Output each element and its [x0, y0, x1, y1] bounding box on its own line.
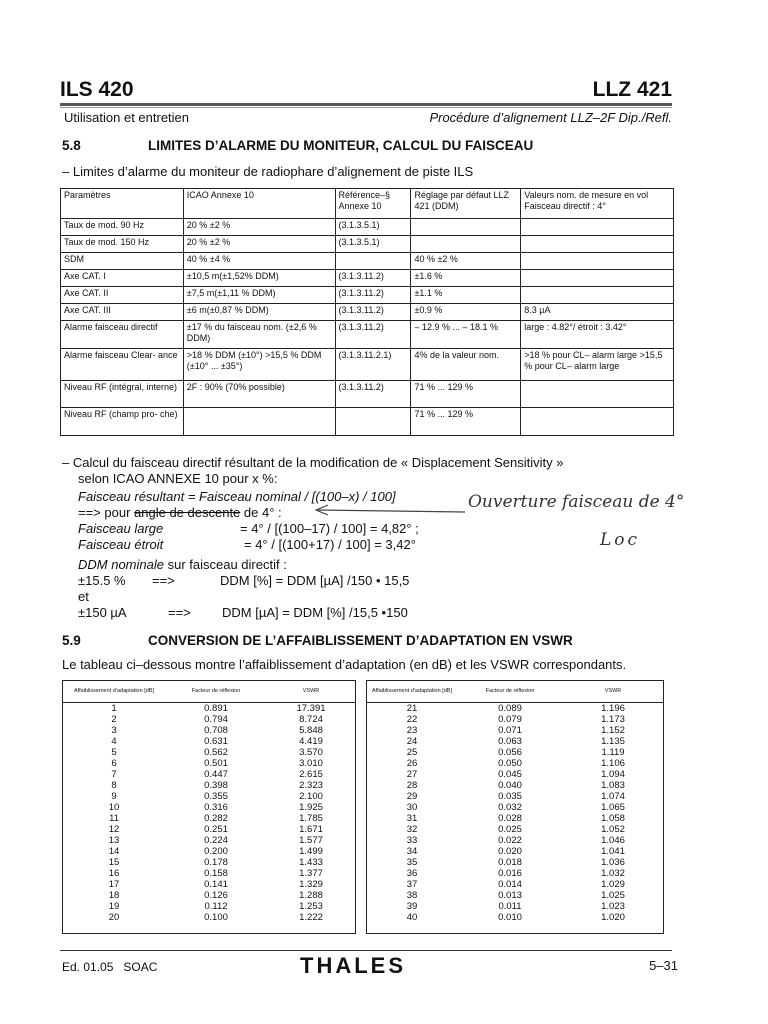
table-cell: 6	[111, 758, 117, 769]
column-header: Affaiblissement d’adaptation [dB]	[367, 680, 457, 703]
section-number: 5.8	[62, 138, 81, 153]
table-cell: 0.013	[498, 890, 522, 901]
section-title: CONVERSION DE L’AFFAIBLISSEMENT D’ADAPTATION EN VSWR	[148, 633, 573, 648]
table-row	[367, 901, 663, 912]
edition-text: Ed. 01.05	[62, 960, 114, 974]
column-header: Réglage par défaut LLZ 421 (DDM)	[411, 189, 521, 219]
table-row	[63, 780, 355, 791]
table-cell	[521, 287, 674, 304]
table-row	[63, 769, 355, 780]
footer-edition	[62, 960, 157, 974]
label-large-beam: Faisceau large	[78, 521, 164, 536]
table-cell: ±17 % du faisceau nom. (±2,6 % DDM)	[183, 321, 335, 349]
table-row	[63, 791, 355, 802]
table-cell: 40	[406, 912, 418, 923]
table-cell: 0.045	[498, 769, 522, 780]
table-row	[63, 868, 355, 879]
table-cell: 0.178	[204, 857, 228, 868]
table-cell: 1.074	[601, 791, 625, 802]
table-cell: 40 % ±2 %	[411, 253, 521, 270]
table-row	[367, 835, 663, 846]
table-header-row	[63, 680, 355, 703]
table-cell: 18	[108, 890, 120, 901]
table-cell	[521, 381, 674, 408]
table-cell: 17.391	[296, 703, 326, 714]
table-cell: 22	[406, 714, 418, 725]
table-cell: 0.501	[204, 758, 228, 769]
table-cell: 3	[111, 725, 117, 736]
table-cell: 1.329	[299, 879, 323, 890]
table-cell: 0.056	[498, 747, 522, 758]
table-cell: Taux de mod. 150 Hz	[61, 236, 184, 253]
table-header-row	[61, 189, 674, 219]
table-cell: 0.014	[498, 879, 522, 890]
table-row	[63, 758, 355, 769]
column-header: Paramètres	[61, 189, 184, 219]
descent-value: de 4° :	[243, 505, 282, 520]
handwritten-arrow	[310, 500, 470, 520]
table-cell: 0.224	[204, 835, 228, 846]
procedure-title: Procédure d’alignement LLZ–2F Dip./Refl.	[429, 110, 672, 125]
table-row	[367, 824, 663, 835]
table-cell: 1.025	[601, 890, 625, 901]
table-cell: 0.022	[498, 835, 522, 846]
table-cell: 5.848	[299, 725, 323, 736]
table-cell: Niveau RF (champ pro- che)	[61, 408, 184, 436]
table-row	[61, 253, 674, 270]
table-cell: 30	[406, 802, 418, 813]
table-row	[367, 747, 663, 758]
and-text: et	[78, 589, 89, 604]
table-cell: 11	[109, 813, 119, 824]
table-cell: 1.377	[299, 868, 323, 879]
table-cell: 0.708	[204, 725, 228, 736]
table-cell: ±10,5 m(±1,52% DDM)	[183, 270, 335, 287]
table-cell: Axe CAT. III	[61, 304, 184, 321]
table-cell: ±1.1 %	[411, 287, 521, 304]
calc-intro-2: selon ICAO ANNEXE 10 pour x %:	[78, 471, 278, 486]
header-rule	[60, 103, 672, 106]
table-cell: Alarme faisceau directif	[61, 321, 184, 349]
table-cell: ±7,5 m(±1,11 % DDM)	[183, 287, 335, 304]
table-cell: 16	[108, 868, 120, 879]
table-cell: 1.173	[601, 714, 625, 725]
table-cell: 0.112	[204, 901, 228, 912]
table-cell: 0.100	[204, 912, 228, 923]
ddm-nominal-line	[78, 557, 287, 572]
handwritten-note-loc: Loc	[600, 530, 641, 550]
table-row	[61, 349, 674, 381]
table-row	[63, 725, 355, 736]
table-cell: 71 % ... 129 %	[411, 408, 521, 436]
table-cell: Axe CAT. I	[61, 270, 184, 287]
table-cell: 2F : 90% (70% possible)	[183, 381, 335, 408]
table-cell: 1.253	[299, 901, 323, 912]
table-cell: 71 % ... 129 %	[411, 381, 521, 408]
table-row	[367, 736, 663, 747]
table-cell: – 12.9 % ... – 18.1 %	[411, 321, 521, 349]
column-header: VSWR	[267, 680, 355, 703]
handwritten-note: Ouverture faisceau de 4°	[468, 492, 685, 512]
table-cell: 1.032	[601, 868, 625, 879]
table-cell: (3.1.3.11.2)	[335, 270, 411, 287]
table-cell: 0.282	[204, 813, 228, 824]
table-cell	[521, 408, 674, 436]
page-number: 5–31	[649, 958, 678, 973]
table-cell: 0.010	[498, 912, 522, 923]
table-cell	[521, 219, 674, 236]
table-cell: 0.200	[204, 846, 228, 857]
table-cell: (3.1.3.5.1)	[335, 219, 411, 236]
table-cell: 1	[111, 703, 117, 714]
table-cell: (3.1.3.5.1)	[335, 236, 411, 253]
table-cell: >18 % pour CL– alarm large >15,5 % pour CL– alarm large	[521, 349, 674, 381]
table-cell: 23	[406, 725, 418, 736]
table-cell: 17	[108, 879, 120, 890]
table-cell: ±1.6 %	[411, 270, 521, 287]
table-cell: 3.010	[299, 758, 323, 769]
table-cell: 21	[406, 703, 418, 714]
table-cell: 0.891	[204, 703, 228, 714]
table-cell: (3.1.3.11.2)	[335, 321, 411, 349]
formula-ddm-percent: DDM [%] = DDM [µA] /150 • 15,5	[220, 573, 410, 588]
table-cell: 0.040	[498, 780, 522, 791]
table-cell: 1.433	[299, 857, 323, 868]
table-cell: 1.020	[601, 912, 625, 923]
section-intro: – Limites d’alarme du moniteur de radiophare d’alignement de piste ILS	[62, 164, 474, 179]
table-cell: 25	[406, 747, 418, 758]
table-cell: 1.046	[601, 835, 625, 846]
table-cell: 0.071	[498, 725, 522, 736]
table-cell: 1.577	[299, 835, 323, 846]
monitor-limits-table	[60, 188, 674, 436]
table-row	[63, 714, 355, 725]
table-cell: 0.028	[498, 813, 522, 824]
table-row	[63, 879, 355, 890]
table-row	[63, 824, 355, 835]
table-row	[63, 802, 355, 813]
table-row	[367, 802, 663, 813]
table-cell: 0.562	[204, 747, 228, 758]
table-cell: 4.419	[299, 736, 323, 747]
table-row	[61, 236, 674, 253]
table-cell: 1.196	[601, 703, 625, 714]
document-subtitle: Utilisation et entretien	[64, 110, 190, 125]
table-cell	[521, 236, 674, 253]
label-narrow-beam: Faisceau étroit	[78, 537, 164, 552]
table-row	[367, 879, 663, 890]
table-cell: 39	[406, 901, 418, 912]
struck-text: angle de descente	[134, 505, 241, 520]
table-row	[61, 287, 674, 304]
section-title: LIMITES D’ALARME DU MONITEUR, CALCUL DU FAISCEAU	[148, 138, 534, 153]
table-cell: (3.1.3.11.2)	[335, 381, 411, 408]
vswr-table-right	[367, 680, 663, 923]
table-cell: 0.794	[204, 714, 228, 725]
ddm-nominal-text: sur faisceau directif :	[167, 557, 287, 572]
table-cell: 36	[406, 868, 418, 879]
table-cell: 0.398	[204, 780, 228, 791]
table-cell: 12	[108, 824, 120, 835]
table-cell: 0.631	[204, 736, 228, 747]
table-cell: 1.058	[601, 813, 625, 824]
table-cell: >18 % DDM (±10°) >15,5 % DDM (±10° ... ±35°)	[183, 349, 335, 381]
table-row	[63, 857, 355, 868]
table-cell	[411, 219, 521, 236]
table-row	[61, 408, 674, 436]
table-cell: 0.316	[204, 802, 228, 813]
formula-resultant: Faisceau résultant = Faisceau nominal / [(100–x) / 100]	[78, 489, 396, 504]
table-cell: 9	[111, 791, 117, 802]
table-row	[63, 846, 355, 857]
footer-rule	[60, 950, 672, 951]
section-number: 5.9	[62, 633, 81, 648]
table-cell	[521, 270, 674, 287]
implies-arrow: ==>	[168, 605, 191, 620]
table-cell: 20	[108, 912, 120, 923]
formula-ddm-ua: DDM [µA] = DDM [%] /15,5 •150	[222, 605, 408, 620]
table-cell: 37	[406, 879, 418, 890]
table-cell: 2.100	[299, 791, 323, 802]
table-cell: Axe CAT. II	[61, 287, 184, 304]
table-row	[61, 270, 674, 287]
table-row	[367, 703, 663, 715]
table-cell	[335, 253, 411, 270]
table-cell: (3.1.3.11.2)	[335, 287, 411, 304]
table-cell: 0.018	[498, 857, 522, 868]
table-cell: 8.724	[299, 714, 323, 725]
table-row	[367, 758, 663, 769]
ddm-ua-value: ±150 µA	[78, 605, 127, 620]
table-cell: ±0.9 %	[411, 304, 521, 321]
table-cell	[521, 253, 674, 270]
table-cell: 24	[406, 736, 418, 747]
table-row	[63, 912, 355, 923]
table-cell	[335, 408, 411, 436]
table-row	[63, 901, 355, 912]
formula-descent	[78, 505, 282, 520]
column-header: Facteur de réflexion	[457, 680, 563, 703]
table-cell: 3.570	[299, 747, 323, 758]
table-cell	[183, 408, 335, 436]
table-cell: 1.106	[601, 758, 625, 769]
table-cell: Niveau RF (intégral, interne)	[61, 381, 184, 408]
table-cell: (3.1.3.11.2)	[335, 304, 411, 321]
table-cell: 0.063	[498, 736, 522, 747]
formula-narrow-beam: = 4° / [(100+17) / 100] = 3,42°	[244, 537, 416, 552]
table-cell: 34	[406, 846, 418, 857]
table-row	[61, 219, 674, 236]
table-cell: 1.135	[601, 736, 625, 747]
table-cell: 38	[406, 890, 418, 901]
table-cell: Alarme faisceau Clear- ance	[61, 349, 184, 381]
calc-intro: – Calcul du faisceau directif résultant de la modification de « Displacement Sensitivity »	[62, 455, 564, 470]
implies-arrow: ==>	[152, 573, 175, 588]
table-cell: 19	[108, 901, 120, 912]
formula-large-beam: = 4° / [(100–17) / 100] = 4,82° ;	[240, 521, 419, 536]
table-cell: 1.222	[299, 912, 323, 923]
table-cell: 32	[406, 824, 418, 835]
table-cell: 1.023	[601, 901, 625, 912]
table-row	[61, 321, 674, 349]
table-cell: 4% de la valeur nom.	[411, 349, 521, 381]
column-header: Valeurs nom. de mesure en vol Faisceau directif : 4°	[521, 189, 674, 219]
table-cell: 8.3 µA	[521, 304, 674, 321]
table-cell: 1.094	[601, 769, 625, 780]
ddm-nominal-label: DDM nominale	[78, 557, 164, 572]
arrow-text: ==> pour	[78, 505, 131, 520]
table-cell: 7	[111, 769, 117, 780]
table-row	[367, 890, 663, 901]
table-cell: 1.785	[299, 813, 323, 824]
table-row	[367, 780, 663, 791]
table-cell: 1.499	[299, 846, 323, 857]
table-row	[61, 304, 674, 321]
table-cell: 1.288	[299, 890, 323, 901]
table-cell: 1.065	[601, 802, 625, 813]
document-product: ILS 420	[60, 78, 134, 101]
table-cell: 0.032	[498, 802, 522, 813]
table-cell: 0.035	[498, 791, 522, 802]
table-cell: (3.1.3.11.2.1)	[335, 349, 411, 381]
table-cell: 5	[111, 747, 117, 758]
table-cell: 2.615	[299, 769, 323, 780]
table-cell: 0.447	[204, 769, 228, 780]
table-row	[63, 813, 355, 824]
table-cell: 2	[111, 714, 117, 725]
table-header-row	[367, 680, 663, 703]
table-cell: 1.152	[601, 725, 625, 736]
column-header: Affaiblissement d’adaptation [dB]	[63, 680, 165, 703]
ddm-percent-value: ±15.5 %	[78, 573, 126, 588]
table-row	[63, 736, 355, 747]
section-intro: Le tableau ci–dessous montre l’affaiblissement d’adaptation (en dB) et les VSWR correspondants.	[62, 657, 627, 672]
table-cell: 31	[406, 813, 418, 824]
table-row	[367, 857, 663, 868]
table-cell: Taux de mod. 90 Hz	[61, 219, 184, 236]
column-header: Facteur de réflexion	[165, 680, 267, 703]
table-cell: 0.016	[498, 868, 522, 879]
table-cell: 1.119	[601, 747, 625, 758]
thales-logo: THALES	[300, 953, 406, 978]
header-rule-thin	[60, 107, 672, 108]
table-cell: 33	[406, 835, 418, 846]
table-cell: 1.925	[299, 802, 323, 813]
column-header: ICAO Annexe 10	[183, 189, 335, 219]
table-row	[63, 747, 355, 758]
table-cell: 0.089	[498, 703, 522, 714]
table-cell: 1.029	[601, 879, 625, 890]
table-cell: 0.126	[204, 890, 228, 901]
table-cell: 14	[108, 846, 120, 857]
document-model: LLZ 421	[592, 78, 672, 101]
org-text: SOAC	[123, 960, 158, 974]
table-cell: 1.041	[601, 846, 625, 857]
table-row	[367, 725, 663, 736]
table-cell: 28	[406, 780, 418, 791]
table-row	[63, 890, 355, 901]
table-cell: 8	[111, 780, 117, 791]
vswr-table-left	[63, 680, 355, 923]
table-row	[63, 835, 355, 846]
table-row	[63, 703, 355, 715]
table-cell: 0.251	[204, 824, 228, 835]
table-cell	[411, 236, 521, 253]
table-row	[367, 868, 663, 879]
table-cell: 29	[406, 791, 418, 802]
table-row	[367, 714, 663, 725]
table-row	[367, 791, 663, 802]
table-cell: 1.671	[299, 824, 323, 835]
table-cell: 15	[108, 857, 120, 868]
table-cell: SDM	[61, 253, 184, 270]
table-cell: 1.052	[601, 824, 625, 835]
table-row	[367, 769, 663, 780]
table-cell: 27	[406, 769, 418, 780]
table-cell: 0.141	[204, 879, 228, 890]
column-header: Référence–§ Annexe 10	[335, 189, 411, 219]
table-cell: ±6 m(±0,87 % DDM)	[183, 304, 335, 321]
table-cell: 0.020	[498, 846, 522, 857]
table-cell: 0.158	[204, 868, 228, 879]
table-cell: 20 % ±2 %	[183, 236, 335, 253]
table-row	[61, 381, 674, 408]
table-cell: 0.050	[498, 758, 522, 769]
table-row	[367, 813, 663, 824]
table-cell: 20 % ±2 %	[183, 219, 335, 236]
table-cell: 4	[111, 736, 117, 747]
table-cell: 40 % ±4 %	[183, 253, 335, 270]
table-cell: 26	[406, 758, 418, 769]
table-cell: 0.079	[498, 714, 522, 725]
table-row	[367, 846, 663, 857]
table-cell: large : 4.82°/ étroit : 3.42°	[521, 321, 674, 349]
table-cell: 0.025	[498, 824, 522, 835]
table-cell: 0.011	[498, 901, 522, 912]
table-cell: 1.083	[601, 780, 625, 791]
table-cell: 2.323	[299, 780, 323, 791]
table-cell: 0.355	[204, 791, 228, 802]
table-cell: 35	[406, 857, 418, 868]
table-cell: 1.036	[601, 857, 625, 868]
table-cell: 13	[108, 835, 120, 846]
table-row	[367, 912, 663, 923]
table-cell: 10	[108, 802, 120, 813]
column-header: VSWR	[563, 680, 663, 703]
